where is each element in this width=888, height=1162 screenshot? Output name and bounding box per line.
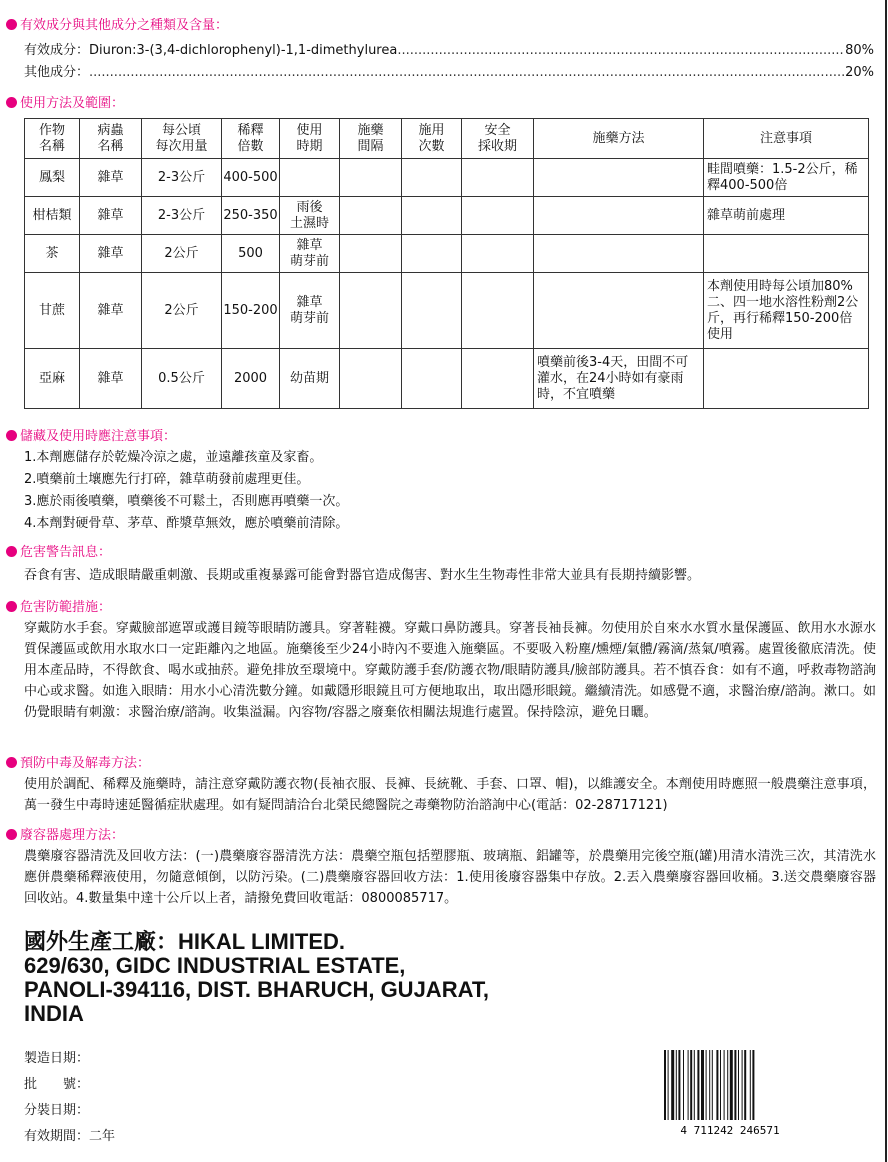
barcode-bar (750, 1050, 751, 1120)
harvest-cell (462, 273, 534, 349)
method-cell (534, 273, 704, 349)
hazard-text: 吞食有害、造成眼睛嚴重刺激、長期或重複暴露可能會對器官造成傷害、對水生生物毒性非常大並具有長期持續影響。 (24, 568, 701, 583)
barcode-bar (690, 1050, 692, 1120)
note-cell: 雜草萌前處理 (704, 197, 869, 235)
list-item: 2.噴藥前土壤應先行打碎，雜草萌發前處理更佳。 (24, 472, 310, 487)
table-row (25, 273, 869, 349)
barcode-bar (706, 1050, 707, 1120)
expiry-value: 二年 (89, 1129, 116, 1144)
list-item: 1.本劑應儲存於乾燥冷涼之處，並遠離孩童及家畜。 (24, 450, 323, 465)
dose-cell: 2-3公斤 (142, 197, 222, 235)
barcode-bar (671, 1050, 674, 1120)
dose-cell: 2公斤 (142, 235, 222, 273)
barcode-bar (738, 1050, 739, 1120)
barcode-bar (664, 1050, 666, 1120)
interval-cell (340, 159, 402, 197)
pest-cell: 雜草 (80, 197, 142, 235)
barcode-bar (720, 1050, 721, 1120)
header-cell: 注意事項 (704, 119, 869, 159)
poisoning-text: 使用於調配、稀釋及施藥時，請注意穿戴防護衣物(長袖衣服、長褲、長統靴、手套、口罩、帽)，以維護安全。本劑使用時應照一般農藥注意事項，萬一發生中毒時速延醫循症狀處理。如有疑問請洽台北榮民總醫院之毒藥物防治諮詢中心(電話：02-28717121) (24, 777, 876, 813)
times-cell (402, 273, 462, 349)
disposal-title: 廢容器處理方法： (6, 828, 124, 844)
times-cell (402, 159, 462, 197)
table-header-row (25, 119, 869, 159)
header-cell: 施藥 間隔 (340, 119, 402, 159)
pest-cell: 雜草 (80, 159, 142, 197)
barcode-bar (697, 1050, 699, 1120)
manufacturer-name: HIKAL LIMITED. (178, 929, 346, 954)
dilution-cell: 500 (222, 235, 280, 273)
period-cell: 雨後 土濕時 (280, 197, 340, 235)
barcode-bar (676, 1050, 677, 1120)
bullet-dot-icon (6, 97, 17, 108)
header-cell: 安全 採收期 (462, 119, 534, 159)
active-ingredient-row (24, 42, 874, 59)
table-row (25, 159, 869, 197)
barcode-bar (683, 1050, 684, 1120)
manufacturer-address-line: 629/630, GIDC INDUSTRIAL ESTATE, (24, 953, 406, 978)
precaution-title: 危害防範措施： (6, 600, 111, 616)
period-cell: 幼苗期 (280, 349, 340, 409)
pest-cell: 雜草 (80, 235, 142, 273)
table-row (25, 235, 869, 273)
dilution-cell: 400-500 (222, 159, 280, 197)
period-cell: 雜草 萌芽前 (280, 235, 340, 273)
method-cell (534, 235, 704, 273)
manufacturer-block (24, 930, 644, 1026)
interval-cell (340, 273, 402, 349)
method-cell (534, 197, 704, 235)
note-cell: 本劑使用時每公頃加80%二、四一地水溶性粉劑2公斤，再行稀釋150-200倍使用 (704, 273, 869, 349)
pest-cell: 雜草 (80, 349, 142, 409)
header-cell: 施用 次數 (402, 119, 462, 159)
manufacturer-label: 國外生產工廠： (24, 929, 179, 954)
storage-title: 儲藏及使用時應注意事項： (6, 429, 176, 445)
header-cell: 使用 時期 (280, 119, 340, 159)
right-border-line (885, 0, 887, 1162)
times-cell (402, 349, 462, 409)
dilution-cell: 250-350 (222, 197, 280, 235)
barcode-bar (734, 1050, 736, 1120)
bullet-dot-icon (6, 546, 17, 557)
table-row (25, 349, 869, 409)
barcode-bar (730, 1050, 733, 1120)
hazard-title: 危害警告訊息： (6, 545, 111, 561)
harvest-cell (462, 235, 534, 273)
header-cell: 稀釋 倍數 (222, 119, 280, 159)
period-cell (280, 159, 340, 197)
crop-cell: 柑桔類 (25, 197, 80, 235)
leader-dots (397, 42, 845, 59)
barcode-bar (694, 1050, 695, 1120)
barcode-bar (742, 1050, 743, 1120)
crop-cell: 亞麻 (25, 349, 80, 409)
batch-number-field: 批 號： (24, 1077, 90, 1092)
barcode-bar (744, 1050, 746, 1120)
bullet-dot-icon (6, 430, 17, 441)
list-item: 4.本劑對硬骨草、茅草、酢漿草無效，應於噴藥前清除。 (24, 516, 349, 531)
dose-cell: 2公斤 (142, 273, 222, 349)
poisoning-title: 預防中毒及解毒方法： (6, 756, 150, 772)
manufacturer-country: INDIA (24, 1001, 84, 1026)
harvest-cell (462, 197, 534, 235)
header-cell: 作物 名稱 (25, 119, 80, 159)
method-cell: 噴藥前後3-4天，田間不可灌水，在24小時如有豪雨時，不宜噴藥 (534, 349, 704, 409)
precaution-text: 穿戴防水手套。穿戴臉部遮罩或護目鏡等眼睛防護具。穿著鞋襪。穿戴口鼻防護具。穿著長袖長褲。勿使用於自來水水質水量保護區、飲用水水源水質保護區或飲用水取水口一定距離內之地區。施藥後至少24小時內不要進入施藥區。不要吸入粉塵/燻煙/氣體/霧滴/蒸氣/噴霧。處置後徹底清洗。使用本產品時，不得飲食、喝水或抽菸。避免排放至環境中。穿戴防護手套/防護衣物/眼睛防護具/臉部防護具。若不慎吞食：如有不適，呼救毒物諮詢中心或求醫。如進入眼睛：用水小心清洗數分鐘。如戴隱形眼鏡且可方便地取出，取出隱形眼鏡。繼續清洗。如感覺不適，求醫治療/諮詢。漱口。如仍覺眼睛有刺激：求醫治療/諮詢。收集溢漏。內容物/容器之廢棄依相關法規進行處置。保持陰涼，避免日曬。 (24, 621, 876, 720)
period-cell: 雜草 萌芽前 (280, 273, 340, 349)
list-item: 3.應於雨後噴藥，噴藥後不可鬆土，否則應再噴藥一次。 (24, 494, 349, 509)
bullet-dot-icon (6, 601, 17, 612)
other-percent: 20% (845, 65, 874, 80)
times-cell (402, 197, 462, 235)
header-cell: 施藥方法 (534, 119, 704, 159)
barcode-bar (678, 1050, 680, 1120)
barcode-icon (660, 1050, 800, 1136)
manufacturer-address-line: PANOLI-394116, DIST. BHARUCH, GUJARAT, (24, 977, 489, 1002)
dilution-cell: 2000 (222, 349, 280, 409)
barcode-bar (724, 1050, 725, 1120)
packing-date-field: 分裝日期： (24, 1103, 90, 1118)
crop-cell: 甘蔗 (25, 273, 80, 349)
dose-cell: 0.5公斤 (142, 349, 222, 409)
manufacturer-name-line (24, 930, 644, 954)
ingredients-title: 有效成分與其他成分之種類及含量： (6, 18, 228, 34)
harvest-cell (462, 159, 534, 197)
crop-cell: 鳳梨 (25, 159, 80, 197)
dilution-cell: 150-200 (222, 273, 280, 349)
barcode-bar (709, 1050, 710, 1120)
storage-list (24, 447, 348, 535)
pest-cell: 雜草 (80, 273, 142, 349)
note-cell: 畦間噴藥：1.5-2公斤，稀釋400-500倍 (704, 159, 869, 197)
barcode-bar (752, 1050, 754, 1120)
active-value: Diuron:3-(3,4-dichlorophenyl)-1,1-dimethylurea (89, 43, 398, 58)
active-label: 有效成分： (24, 43, 90, 58)
barcode-bar (727, 1050, 728, 1120)
other-ingredient-row (24, 64, 874, 81)
barcode-digits: 4 711242 246571 (680, 1124, 780, 1136)
usage-table (24, 118, 869, 409)
method-cell (534, 159, 704, 197)
bullet-dot-icon (6, 757, 17, 768)
header-cell: 每公頃 每次用量 (142, 119, 222, 159)
crop-cell: 茶 (25, 235, 80, 273)
barcode-bar (701, 1050, 704, 1120)
barcode-bar (712, 1050, 713, 1120)
harvest-cell (462, 349, 534, 409)
note-cell (704, 235, 869, 273)
manufacture-date-field: 製造日期： (24, 1051, 90, 1066)
disposal-text: 農藥廢容器清洗及回收方法：(一)農藥廢容器清洗方法：農藥空瓶包括塑膠瓶、玻璃瓶、鋁罐等，於農藥用完後空瓶(罐)用清水清洗三次，其清洗水應併農藥稀釋液使用，勿隨意傾倒，以防污染。(二)農藥廢容器回收方法：1.使用後廢容器集中存放。2.丟入農藥廢容器回收桶。3.送交農藥廢容器回收站。4.數量集中達十公斤以上者，請撥免費回收電話：0800085717。 (24, 849, 876, 906)
barcode-bar (688, 1050, 689, 1120)
leader-dots (89, 64, 845, 81)
dose-cell: 2-3公斤 (142, 159, 222, 197)
interval-cell (340, 349, 402, 409)
interval-cell (340, 235, 402, 273)
bullet-dot-icon (6, 829, 17, 840)
barcode-bar (668, 1050, 669, 1120)
note-cell (704, 349, 869, 409)
bullet-dot-icon (6, 19, 17, 30)
expiry-label: 有效期間： (24, 1129, 90, 1144)
barcode-bar (716, 1050, 718, 1120)
other-label: 其他成分： (24, 65, 90, 80)
interval-cell (340, 197, 402, 235)
header-cell: 病蟲 名稱 (80, 119, 142, 159)
active-percent: 80% (845, 43, 874, 58)
times-cell (402, 235, 462, 273)
usage-title: 使用方法及範圍： (6, 96, 124, 112)
expiry-field (24, 1128, 115, 1146)
table-row (25, 197, 869, 235)
